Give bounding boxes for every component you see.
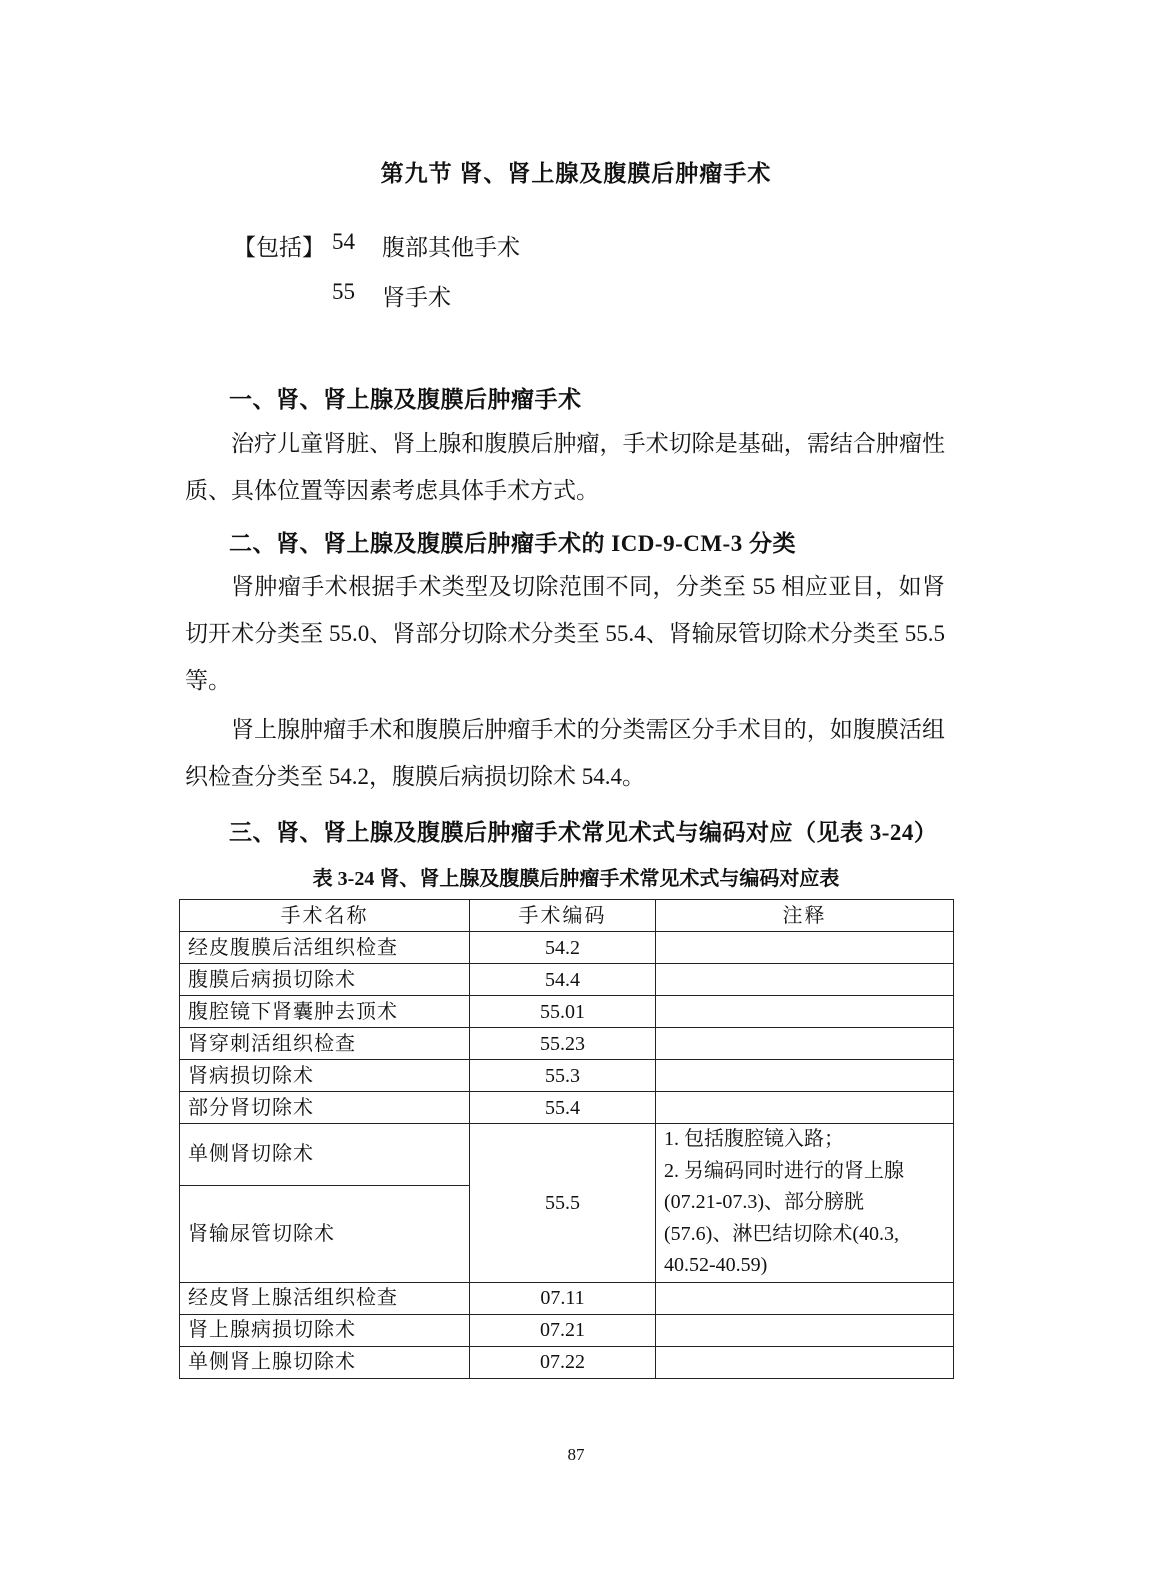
page-number: 87 bbox=[567, 1445, 585, 1464]
column-header-code: 手术编码 bbox=[470, 900, 656, 932]
include-code: 54 bbox=[332, 229, 355, 254]
table-header-row bbox=[180, 900, 954, 932]
procedure-name: 肾输尿管切除术 bbox=[180, 1185, 470, 1282]
table-row bbox=[180, 1282, 954, 1314]
column-header-name: 手术名称 bbox=[180, 900, 470, 932]
procedure-code: 54.2 bbox=[470, 932, 656, 964]
heading-part2: 二、肾、肾上腺及腹膜后肿瘤手术的 ICD-9-CM-3 分类 bbox=[229, 531, 796, 556]
table-row bbox=[180, 996, 954, 1028]
procedure-name: 肾上腺病损切除术 bbox=[180, 1314, 470, 1346]
table-row bbox=[180, 1092, 954, 1124]
procedure-name: 肾穿刺活组织检查 bbox=[180, 1028, 470, 1060]
procedure-code: 07.22 bbox=[470, 1346, 656, 1378]
procedure-code: 55.5 bbox=[470, 1124, 656, 1283]
paragraph-part1: 治疗儿童肾脏、肾上腺和腹膜后肿瘤，手术切除是基础，需结合肿瘤性质、具体位置等因素考虑具体手术方式。 bbox=[185, 431, 945, 503]
table-row bbox=[180, 1346, 954, 1378]
procedure-note-merged bbox=[656, 1124, 954, 1283]
procedure-name: 腹膜后病损切除术 bbox=[180, 964, 470, 996]
procedure-name: 肾病损切除术 bbox=[180, 1060, 470, 1092]
procedure-name: 腹腔镜下肾囊肿去顶术 bbox=[180, 996, 470, 1028]
procedure-code-table bbox=[179, 899, 954, 1379]
procedure-note bbox=[656, 1346, 954, 1378]
procedure-note bbox=[656, 932, 954, 964]
table-row bbox=[180, 1124, 954, 1186]
procedure-code: 55.3 bbox=[470, 1060, 656, 1092]
procedure-name: 经皮肾上腺活组织检查 bbox=[180, 1282, 470, 1314]
procedure-name: 单侧肾切除术 bbox=[180, 1124, 470, 1186]
procedure-name: 单侧肾上腺切除术 bbox=[180, 1346, 470, 1378]
procedure-name: 经皮腹膜后活组织检查 bbox=[180, 932, 470, 964]
procedure-code: 07.21 bbox=[470, 1314, 656, 1346]
note-line: 1. 包括腹腔镜入路； bbox=[664, 1128, 844, 1150]
procedure-note bbox=[656, 1028, 954, 1060]
table-row bbox=[180, 964, 954, 996]
include-name: 肾手术 bbox=[382, 285, 451, 310]
include-code: 55 bbox=[332, 279, 355, 304]
heading-part3: 三、肾、肾上腺及腹膜后肿瘤手术常见术式与编码对应（见表 3-24） bbox=[229, 820, 938, 845]
table-row bbox=[180, 1028, 954, 1060]
column-header-note: 注释 bbox=[656, 900, 954, 932]
note-line: (07.21-07.3)、部分膀胱 bbox=[664, 1191, 864, 1213]
note-line: 2. 另编码同时进行的肾上腺 bbox=[664, 1159, 904, 1182]
procedure-code: 55.23 bbox=[470, 1028, 656, 1060]
procedure-note bbox=[656, 964, 954, 996]
note-line: 40.52-40.59) bbox=[664, 1254, 768, 1276]
table-row bbox=[180, 1060, 954, 1092]
table-row bbox=[180, 1314, 954, 1346]
table-row bbox=[180, 932, 954, 964]
procedure-name: 部分肾切除术 bbox=[180, 1092, 470, 1124]
table-caption: 表 3-24 肾、肾上腺及腹膜后肿瘤手术常见术式与编码对应表 bbox=[312, 868, 840, 890]
paragraph-part2-1: 肾肿瘤手术根据手术类型及切除范围不同，分类至 55 相应亚目，如肾切开术分类至 55.0、肾部分切除术分类至 55.4、肾输尿管切除术分类至 55.5 等。 bbox=[185, 574, 945, 693]
procedure-note bbox=[656, 1060, 954, 1092]
procedure-note bbox=[656, 1092, 954, 1124]
procedure-code: 54.4 bbox=[470, 964, 656, 996]
includes-label: 【包括】 bbox=[233, 235, 325, 260]
heading-part1: 一、肾、肾上腺及腹膜后肿瘤手术 bbox=[229, 387, 582, 412]
procedure-code: 07.11 bbox=[470, 1282, 656, 1314]
procedure-note bbox=[656, 1314, 954, 1346]
note-line: (57.6)、淋巴结切除术(40.3, bbox=[664, 1222, 899, 1245]
procedure-note bbox=[656, 1282, 954, 1314]
section-title: 第九节 肾、肾上腺及腹膜后肿瘤手术 bbox=[380, 161, 772, 186]
include-name: 腹部其他手术 bbox=[382, 235, 520, 260]
procedure-note bbox=[656, 996, 954, 1028]
paragraph-part2-2: 肾上腺肿瘤手术和腹膜后肿瘤手术的分类需区分手术目的，如腹膜活组织检查分类至 54.2，腹膜后病损切除术 54.4。 bbox=[185, 717, 945, 789]
procedure-code: 55.4 bbox=[470, 1092, 656, 1124]
procedure-code: 55.01 bbox=[470, 996, 656, 1028]
